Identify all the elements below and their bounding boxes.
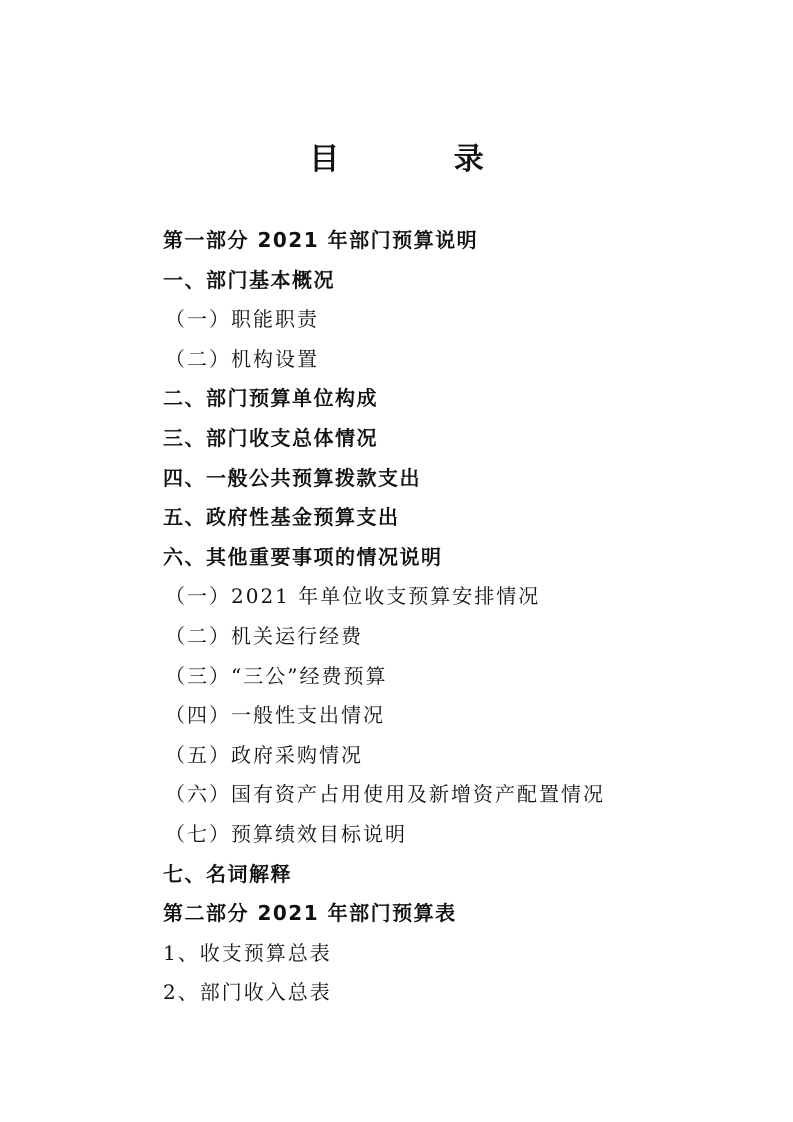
toc-table-1: 1、收支预算总表 (163, 940, 332, 965)
toc-section-2: 二、部门预算单位构成 (163, 386, 378, 411)
toc-subsection-6-3: （三）“三公”经费预算 (165, 663, 388, 688)
toc-subsection-6-5: （五）政府采购情况 (165, 742, 363, 767)
toc-part-one-heading: 第一部分 2021 年部门预算说明 (163, 228, 479, 252)
toc-subsection-6-4: （四）一般性支出情况 (165, 703, 385, 728)
toc-subsection-6-1: （一）2021 年单位收支预算安排情况 (165, 584, 541, 609)
table-of-contents (163, 221, 683, 1013)
toc-subsection-6-2: （二）机关运行经费 (165, 623, 363, 648)
toc-section-6: 六、其他重要事项的情况说明 (163, 544, 443, 569)
toc-section-5: 五、政府性基金预算支出 (163, 505, 400, 530)
toc-subsection-1-2: （二）机构设置 (165, 346, 319, 371)
toc-section-7: 七、名词解释 (163, 861, 292, 886)
toc-subsection-6-6: （六）国有资产占用使用及新增资产配置情况 (165, 782, 605, 807)
toc-table-2: 2、部门收入总表 (163, 980, 332, 1005)
toc-section-4: 四、一般公共预算拨款支出 (163, 465, 421, 490)
toc-subsection-1-1: （一）职能职责 (165, 307, 319, 332)
toc-section-3: 三、部门收支总体情况 (163, 425, 378, 450)
toc-subsection-6-7: （七）预算绩效目标说明 (165, 821, 407, 846)
page-title: 目 录 (309, 142, 536, 177)
toc-section-1: 一、部门基本概况 (163, 267, 335, 292)
toc-part-two-heading: 第二部分 2021 年部门预算表 (163, 901, 457, 926)
